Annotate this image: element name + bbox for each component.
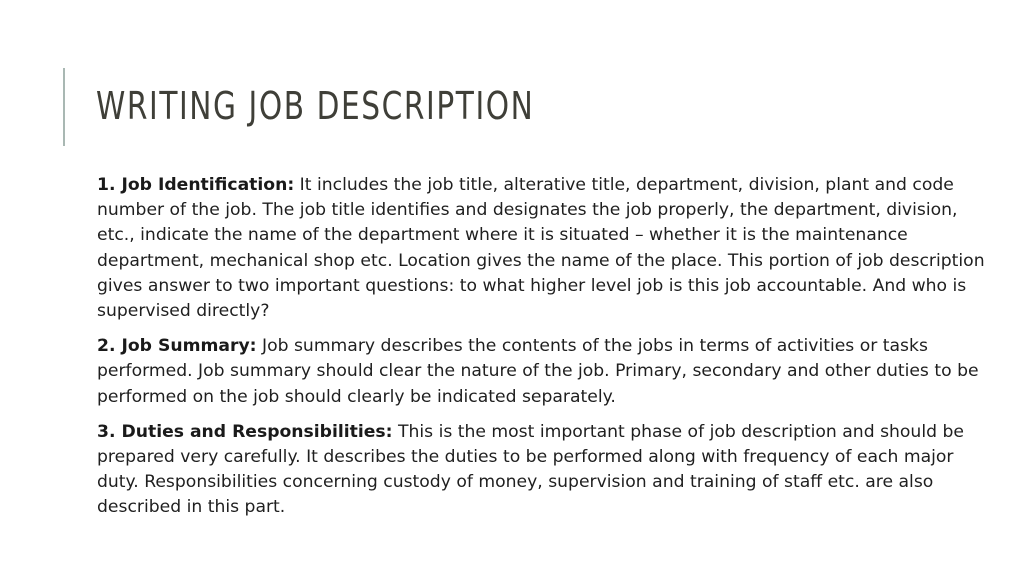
slide-body [97,173,997,531]
paragraph-text: This is the most important phase of job description and should be prepared very carefully. It describes the duties to be performed along with frequency of each major duty. Responsibilities concerning custody of money, supervision and training of staff etc. are also described in this part. [97,421,964,518]
paragraph-text: It includes the job title, alterative title, department, division, plant and code number of the job. The job title identifies and designates the job properly, the department, division, etc., indicate the name of the department where it is situated – whether it is the maintenance department, mechanical shop etc. Location gives the name of the place. This portion of job description gives answer to two important questions: to what higher level job is this job accountable. And who is supervised directly? [97,175,985,322]
title-accent-bar [63,68,65,146]
slide-title: WRITING JOB DESCRIPTION [96,84,535,128]
paragraph-heading: 3. Duties and Responsibilities: [97,421,393,442]
paragraph-duties-responsibilities [97,420,997,521]
paragraph-job-summary [97,334,997,410]
paragraph-text: Job summary describes the contents of the jobs in terms of activities or tasks performed. Job summary should clear the nature of the job. Primary, secondary and other duties to be performed on the job should clearly be indicated separately. [97,336,979,407]
paragraph-heading: 1. Job Identification: [97,175,295,195]
paragraph-job-identification [97,173,997,324]
paragraph-heading: 2. Job Summary: [97,336,257,357]
